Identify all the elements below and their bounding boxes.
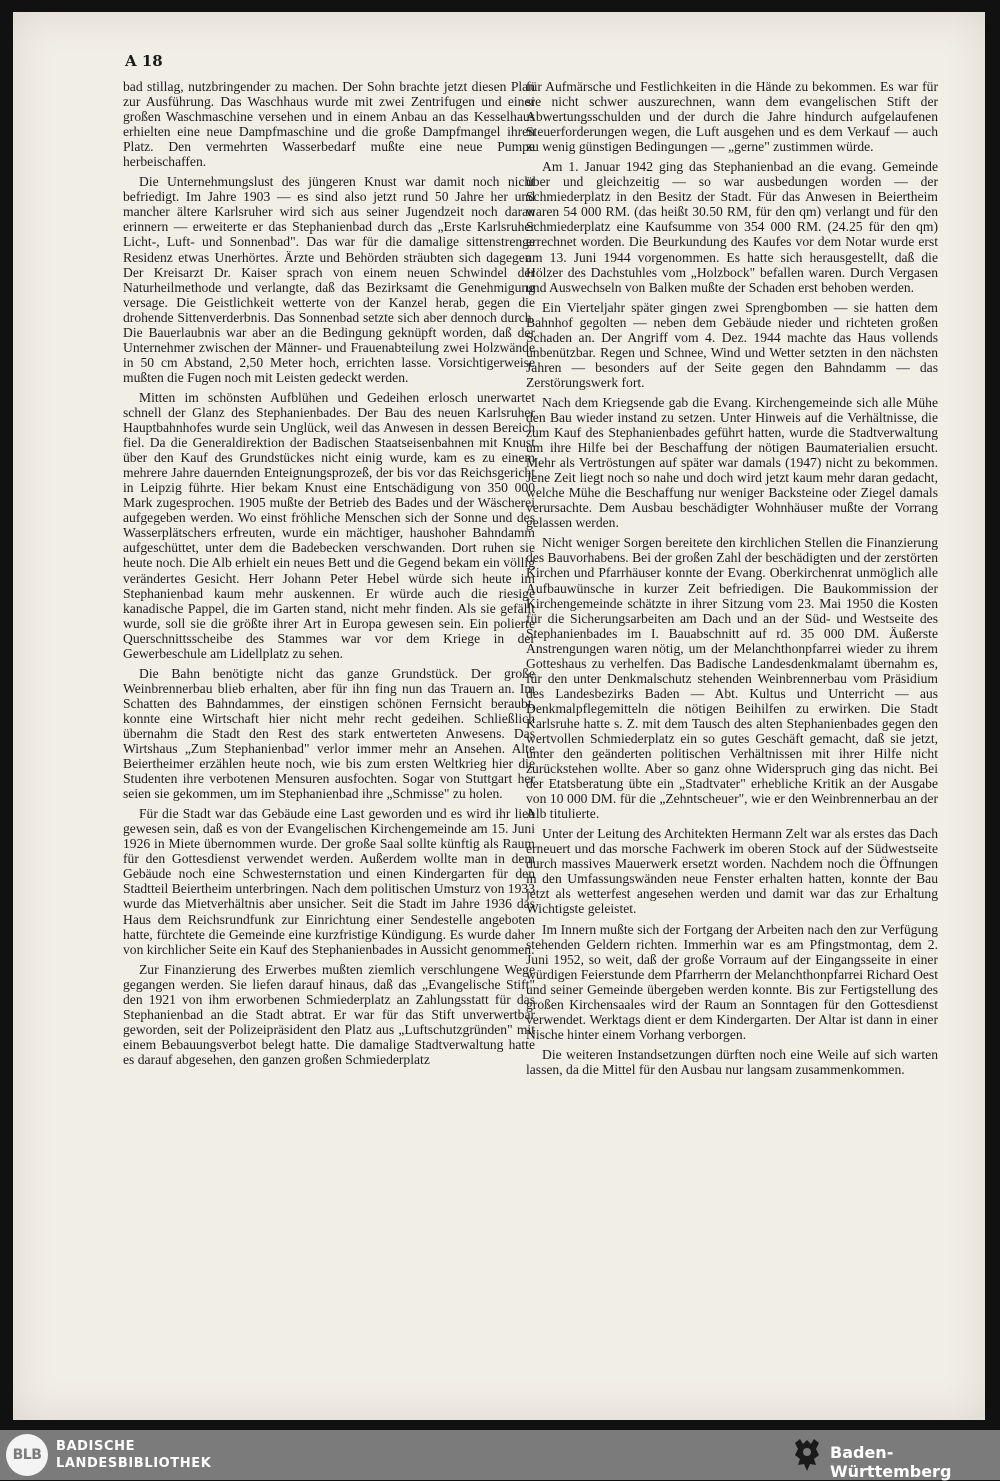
paragraph: Nicht weniger Sorgen bereitete den kirchlichen Stellen die Finanzierung des Bauvorhabens. Bei der großen Zahl der beschädigten und der zerstörten Kirchen und Pfarrhäuser konnte der Evang. Oberkirchenrat unmöglich alle Aufbauwünsche in kurzer Zeit befriedigen. Die Baukommission der Kirchengemeinde schätzte in ihrer Sitzung vom 23. Mai 1950 die Kosten für die Sicherungsarbeiten am Dach und an der Süd- und Westseite des Stephanienbades im I. Bauabschnitt auf rd. 35 000 DM. Äußerste Anstrengungen waren nötig, um der Melanchthonpfarrei wieder zu ihrem Gotteshaus zu verhelfen. Das Badische Landesdenkmalamt übernahm es, für den unter Denkmalschutz stehenden Weinbrennerbau vom Präsidium des Landesbezirks Baden — Abt. Kultus und Unterricht — aus Denkmalpflegemitteln die nötigen Beihilfen zu erwirken. Die Stadt Karlsruhe hatte s. Z. mit dem Tausch des alten Stephanienbades gegen den wertvollen Schmiederplatz ein so gutes Geschäft gemacht, daß sie jetzt, unter den geänderten politischen Verhältnissen mit ihrer Hilfe nicht zurückstehen wollte. Aber so ganz ohne Widerspruch ging das nicht. Bei der Etatsberatung übte ein „Stadtvater" erhebliche Kritik an der Ausgabe von 10 000 DM. für die „Zehntscheuer", wie er den Weinbrennerbau an der Alb titulierte. <box>526 535 938 822</box>
library-name-line2: LANDESBIBLIOTHEK <box>56 1456 212 1471</box>
bw-label[interactable]: Baden-Württemberg <box>830 1443 952 1481</box>
footer-bar <box>0 1430 1000 1480</box>
paragraph: Nach dem Kriegsende gab die Evang. Kirchengemeinde sich alle Mühe den Bau wieder instand zu setzen. Unter Hinweis auf die Verhältnisse, die zum Kauf des Stephanienbades geführt hatten, wurde die Stadtverwaltung um ihre Hilfe bei der Beschaffung der nötigen Baumaterialien ersucht. Mehr als Vertröstungen auf später war damals (1947) nicht zu bekommen. Jene Zeit liegt noch so nahe und doch wird jetzt kaum mehr daran gedacht, welche Mühe die Beschaffung nur weniger Backsteine oder Ziegel damals verursachte. Dem Ausbau beschädigter Wohnhäuser mußte der Vorrang gelassen werden. <box>526 394 938 531</box>
paragraph: Unter der Leitung des Architekten Hermann Zelt war als erstes das Dach erneuert und das morsche Fachwerk im oberen Stock auf der Südwestseite durch massives Mauerwerk ersetzt worden. Nachdem noch die Öffnungen in den Umfassungswänden neue Fenster erhalten hatten, konnte der Bau jetzt als wetterfest angesehen werden und damit war das zur Erhaltung Wichtigste geleistet. <box>526 826 938 917</box>
paragraph: Die Unternehmungslust des jüngeren Knust war damit noch nicht befriedigt. Im Jahre 1903 — es sind also jetzt rund 50 Jahre her und mancher ältere Karlsruher wird sich aus seiner Jugendzeit noch daran erinnern — erweiterte er das Stephanienbad durch das „Erste Karlsruher Licht-, Luft- und Sonnenbad". Das war für die damalige sittenstrenge Residenz etwas Unerhörtes. Ärzte und Behörden sträubten sich dagegen. Der Kreisarzt Dr. Kaiser sprach von einem neuen Schwindel der Naturheilmethode und verlangte, daß das Bezirksamt die Genehmigung versage. Die Geistlichkeit wetterte von der Kanzel herab, gegen die drohende Sittenverderbnis. Das Sonnenbad setzte sich aber dennoch durch. Die Bauerlaubnis war aber an die Bedingung geknüpft worden, daß der Unternehmer zwischen der Männer- und Frauenabteilung zwei Holzwände in 50 cm Abstand, 2,50 Meter hoch, errichten lasse. Vorsichtigerweise mußten die Fugen noch mit Leisten gedeckt werden. <box>123 174 535 385</box>
paragraph: für Aufmärsche und Festlichkeiten in die Hände zu bekommen. Es war für sie nicht schwer auszurechnen, wann dem evangelischen Stift der Abwertungsschulden und der durch die Jahre hindurch aufgelaufenen Steuerforderungen wegen, die Luft ausgehen und es dem Verkauf — auch zu wenig günstigen Bedingungen — „gerne" zustimmen würde. <box>526 79 938 155</box>
page-number: A 18 <box>125 52 163 70</box>
text-column-left <box>123 79 535 1072</box>
paragraph: Am 1. Januar 1942 ging das Stephanienbad an die evang. Gemeinde über und gleichzeitig — so war ausbedungen worden — der Schmiederplatz in den Besitz der Stadt. Für das Anwesen in Beiertheim waren 54 000 RM. (das heißt 30.50 RM, für den qm) verlangt und für den Schmiederplatz eine Kaufsumme von 354 000 RM. (24.25 für den qm) errechnet worden. Die Beurkundung des Kaufes vor dem Notar wurde erst am 13. Juni 1944 vorgenommen. Es hatte sich herausgestellt, daß die Hölzer des Dachstuhles vom „Holzbock" befallen waren. Durch Vergasen und Auswechseln von Balken mußte der Schaden erst behoben werden. <box>526 159 938 295</box>
blb-logo[interactable] <box>6 1434 48 1476</box>
paragraph: Mitten im schönsten Aufblühen und Gedeihen erlosch unerwartet schnell der Glanz des Stephanienbades. Der Bau des neuen Karlsruher Hauptbahnhofes wurde sein Unglück, weil das Anwesen in dessen Bereich fiel. Da die Generaldirektion der Badischen Staatseisenbahnen mit Knust über den Kauf des Grundstückes nicht einig wurde, kam es zu einem mehrere Jahre dauernden Enteignungsprozeß, der bis vor das Reichsgericht in Leipzig führte. Hier bekam Knust eine Entschädigung von 350 000 Mark zugesprochen. 1905 mußte der Betrieb des Bades und der Wäscherei aufgegeben werden. Wo einst fröhliche Menschen sich der Sonne und des Wasserplätschers erfreuten, wurde ein mächtiger, haushoher Bahndamm aufgeschüttet, unter dem die Badebecken verschwanden. Dort ruhen sie heute noch. Die Alb erhielt ein neues Bett und die Gegend bekam ein völlig verändertes Gesicht. Herr Johann Peter Hebel würde sich heute im Stephanienbad kaum mehr auskennen. Er würde auch die riesige kanadische Pappel, die im Garten stand, nicht mehr finden. Als sie gefällt wurde, soll sie die größte ihrer Art in Europa gewesen sein. Ein polierte Querschnittsscheibe des Stammes war vor dem Kriege in der Gewerbeschule am Lidellplatz zu sehen. <box>123 389 535 661</box>
text-column-right <box>526 79 938 1082</box>
paragraph: bad stillag, nutzbringender zu machen. Der Sohn brachte jetzt diesen Plan zur Ausführung. Das Waschhaus wurde mit zwei Zentrifugen und einer großen Waschmaschine versehen und in einem Anbau an das Kesselhaus erhielten eine neue Dampfmaschine und die große Dampfmangel ihren Platz. Den vermehrten Wasserbedarf mußte eine neue Pumpe herbeischaffen. <box>123 79 535 170</box>
library-name-line1: BADISCHE <box>56 1439 136 1454</box>
blb-logo-text: BLB <box>12 1447 42 1463</box>
paragraph: Ein Vierteljahr später gingen zwei Sprengbomben — sie hatten dem Bahnhof gegolten — neben dem Gebäude nieder und richteten großen Schaden an. Der Angriff vom 4. Dez. 1944 machte das Haus vollends unbenützbar. Regen und Schnee, Wind und Wetter setzten in den nächsten Jahren — besonders auf der Seite gegen den Bahndamm — das Zerstörungswerk fort. <box>526 299 938 390</box>
paragraph: Die Bahn benötigte nicht das ganze Grundstück. Der große Weinbrennerbau blieb erhalten, aber für ihn fing nun das Trauern an. Im Schatten des Bahndammes, der einstigen schönen Fernsicht beraubt, konnte eine Wirtschaft hier nicht mehr recht gedeihen. Schließlich übernahm die Stadt den Rest des stark entwerteten Anwesens. Das Wirtshaus „Zum Stephanienbad" verlor immer mehr an Ansehen. Alte Beiertheimer erzählen heute noch, wie bis zum ersten Weltkrieg hier die Studenten ihre verbotenen Mensuren ausfochten. Sogar von Stuttgart her seien sie gekommen, um im Stephanienbad ihre „Schmisse" zu holen. <box>123 665 535 802</box>
paragraph: Im Innern mußte sich der Fortgang der Arbeiten nach den zur Verfügung stehenden Geldern richten. Immerhin war es am Pfingstmontag, dem 2. Juni 1952, so weit, daß der große Vorraum auf der Eingangsseite in einer würdigen Feierstunde dem Pfarrherrn der Melanchthonpfarrei Richard Oest und seiner Gemeinde übergeben werden konnte. Bis zur Fertigstellung des großen Kirchensaales wird der Raum an Sonntagen für den Gottesdienst verwendet. Werktags dient er dem Kindergarten. Der Altar ist dann in einer Nische hinter einem Vorhang verborgen. <box>526 921 938 1042</box>
paragraph: Die weiteren Instandsetzungen dürften noch eine Weile auf sich warten lassen, da die Mittel für den Ausbau nur langsam zusammenkommen. <box>526 1046 938 1077</box>
bw-crest-icon <box>792 1437 822 1473</box>
library-name[interactable] <box>56 1438 211 1472</box>
paragraph: Für die Stadt war das Gebäude eine Last geworden und es wird ihr lieb gewesen sein, daß es von der Evangelischen Kirchengemeinde am 15. Juni 1926 in Miete übernommen wurde. Der große Saal sollte künftig als Raum für den Gottesdienst verwendet werden. Außerdem wollte man in dem Gebäude noch eine Schwesternstation und einen Kindergarten für den Stadtteil Beiertheim unterbringen. Nach dem politischen Umsturz von 1933 wurde das Mietverhältnis aber unsicher. Seit die Stadt im Jahre 1936 das Haus dem Reichsrundfunk zur Einrichtung einer Sendestelle angeboten hatte, fürchtete die Gemeinde eine kurzfristige Kündigung. Es wurde daher von kirchlicher Seite ein Kauf des Stephanienbades in Aussicht genommen. <box>123 806 535 957</box>
paragraph: Zur Finanzierung des Erwerbes mußten ziemlich verschlungene Wege gegangen werden. Sie liefen darauf hinaus, daß das „Evangelische Stift" den 1921 von ihm erworbenen Schmiederplatz an Zahlungsstatt für das Stephanienbad an die Stadt abtrat. Er war für das Stift unverwertbar geworden, seit der Polizeipräsident den Platz aus „Luftschutzgründen" mit einem Bebauungsverbot belegt hatte. Die damalige Stadtverwaltung hatte es darauf abgesehen, den ganzen großen Schmiederplatz <box>123 961 535 1067</box>
